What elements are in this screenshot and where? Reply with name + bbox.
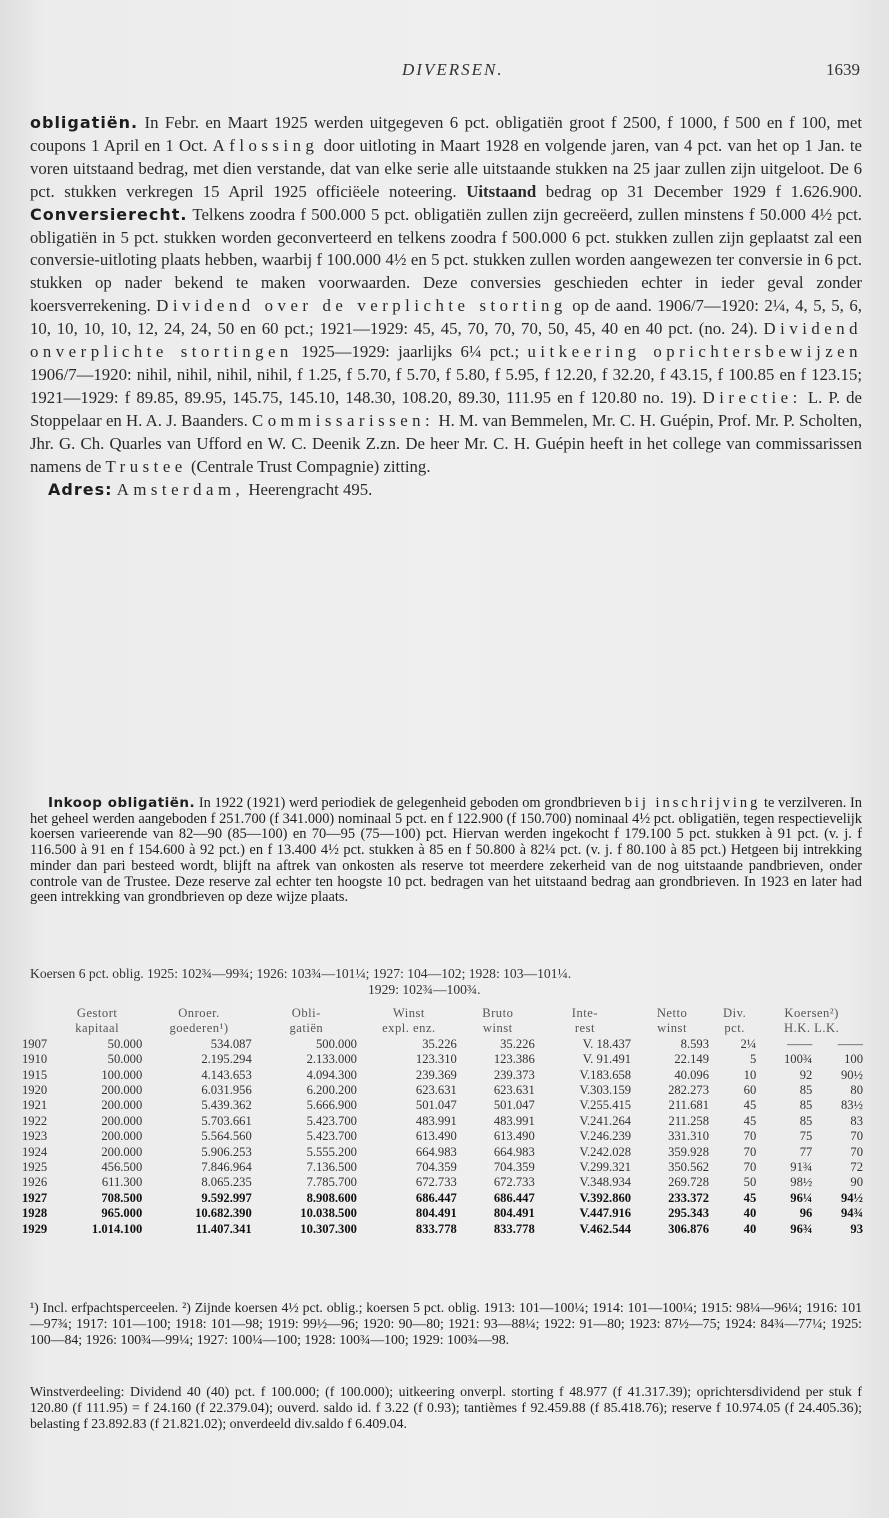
text: te verzilveren. In het geheel werden aangeboden f 251.700 (f 341.000) nominaal 5 pct. en f 122.900 (f 150.700) nominaal 4½ pct. obligatiën, tegen respectievelijk koersen varieerende van 82—90 (85—100) en 70—95 (75—100) pct. Hiervan werden ingekocht f 179.100 5 pct. stukken à 91 pct. (v. j. f 116.500 à 91 en f 154.600 à 92 pct.) en f 13.400 4½ pct. stukken à 85 en f 50.800 à 82¼ pct. (v. j. f 80.100 à 85 pct.) Hetgeen bij intrekking minder dan pari besteed wordt, blijft na aftrek van onkosten als reserve tot meerdere zekerheid van de nog uitstaande pandbrieven, onder controle van de Trustee. Deze reserve zal echter ten hoogste 10 pct. bedragen van het uitstaand bedrag aan grondbrieven. In 1923 en later had geen intrekking van grondbrieven op deze wijze plaats. (30, 795, 862, 906)
column-header (20, 1006, 50, 1021)
table-cell: 708.500 (101, 1190, 143, 1205)
text: Telkens zoodra f 500.000 5 pct. obligatiën zullen zijn gecreëerd, zullen minstens f 50.000 4½ pct. obligatiën in 5 pct. stukken worden geconverteerd en telkens zoodra f 500.000 6 pct. stukken zullen zijn geplaatst zal een conversie-uitloting plaats hebben, waarbij f 100.000 4½ en 5 pct. stukken zullen worden aangewezen ter conversie in 6 pct. stukken op nader bekend te maken voorwaarden. Deze conversies geschieden echter in ieder geval zonder koersverrekening. (30, 204, 862, 316)
table-cell: 40 (743, 1206, 757, 1221)
table-cell: V.392.860 (579, 1190, 632, 1205)
table-cell: 664.983 (415, 1144, 457, 1159)
table-cell: 83½ (840, 1098, 863, 1113)
table-cell: 1.014.100 (91, 1221, 143, 1236)
table-row (20, 1083, 865, 1098)
table-row (20, 1037, 865, 1052)
spaced-term-commissarissen: Commissarissen: (252, 410, 435, 430)
table-cell: V.348.934 (579, 1175, 632, 1190)
table-cell: 70 (850, 1129, 863, 1144)
koersen-block (30, 966, 862, 998)
table-cell: 704.359 (415, 1160, 457, 1175)
table-cell: 5 (749, 1052, 757, 1067)
table-cell: 483.991 (415, 1113, 457, 1128)
text: op de aand. 1906/7—1920: 2¼, 4, 5, 5, 6, 10, 10, 10, 10, 12, 24, 24, 50 en 60 pct.; 1921—1929: 45, 45, 70, 70, 70, 50, 45, 40 en 40 pct. (no. 24). (30, 296, 862, 339)
table-cell: 239.369 (415, 1067, 457, 1082)
spaced-term-directie: Directie: (702, 387, 802, 407)
table-cell: 77 (799, 1144, 813, 1159)
table-cell: 4.143.653 (201, 1067, 252, 1082)
table-cell: 100¾ (783, 1052, 813, 1067)
table-cell: 45 (743, 1098, 757, 1113)
obligaties-paragraph (30, 112, 862, 501)
table-cell: 613.490 (415, 1129, 457, 1144)
table-cell: 8.593 (680, 1036, 710, 1051)
table-cell: 5.423.700 (306, 1113, 357, 1128)
column-header: expl. enz. (382, 1021, 436, 1036)
table-cell: 5.555.200 (306, 1144, 357, 1159)
table-cell: 10 (743, 1067, 757, 1082)
table-cell: 94¾ (840, 1206, 863, 1221)
table-cell: V. 18.437 (582, 1036, 632, 1051)
table-cell: V.447.916 (579, 1206, 632, 1221)
table-cell: 211.258 (668, 1113, 710, 1128)
inkoop-paragraph (30, 796, 862, 906)
table-cell: 269.728 (668, 1175, 710, 1190)
table-cell: 10.682.390 (195, 1206, 252, 1221)
table-cell-year: 1921 (22, 1098, 48, 1113)
table-cell: 456.500 (101, 1160, 143, 1175)
table-cell: 91¾ (790, 1160, 813, 1175)
table-cell: 686.447 (493, 1190, 535, 1205)
table-cell-year: 1915 (22, 1067, 48, 1082)
column-header: Netto (656, 1006, 688, 1020)
text: H. M. van Bemmelen, Mr. C. H. Guépin, Prof. Mr. P. Scholten, Jhr. G. Ch. Quarles van Ufford en W. C. Deenik Z.zn. De heer Mr. C. H. Guépin heeft in het college van commissarissen namens de (30, 410, 863, 476)
column-header: Koersen²) (784, 1006, 839, 1020)
table-cell: 70 (743, 1144, 757, 1159)
column-header: winst (482, 1021, 513, 1036)
column-header: Inte- (571, 1006, 599, 1020)
table-cell: V.183.658 (579, 1067, 632, 1082)
table-cell-year: 1926 (22, 1175, 48, 1190)
table-cell: —— (837, 1036, 863, 1051)
table-cell: 5.423.700 (306, 1129, 357, 1144)
table-row (20, 1114, 865, 1129)
table-cell: 804.491 (415, 1206, 457, 1221)
table-cell: 70 (743, 1129, 757, 1144)
table-row (20, 1206, 865, 1221)
table-cell: 833.778 (415, 1221, 457, 1236)
table-cell: 2.195.294 (201, 1052, 252, 1067)
table-cell: 93 (850, 1221, 863, 1236)
table-cell: 6.031.956 (201, 1083, 252, 1098)
table-cell: 83 (850, 1113, 863, 1128)
table-cell: 90½ (840, 1067, 863, 1082)
column-header: Div. (723, 1006, 747, 1020)
table-cell: 7.136.500 (306, 1160, 357, 1175)
table-cell: 306.876 (668, 1221, 710, 1236)
table-row (20, 1160, 865, 1175)
table-cell: 72 (850, 1160, 863, 1175)
adres-street: Heerengracht 495. (248, 479, 373, 499)
table-cell: V. 91.491 (582, 1052, 632, 1067)
table-cell: 2¼ (740, 1036, 757, 1051)
text: In Febr. en Maart 1925 werden uitgegeven 6 pct. obligatiën groot f 2500, f 1000, f 500 en f 100, met coupons 1 April en 1 Oct. (30, 113, 862, 155)
table-cell: 35.226 (500, 1036, 535, 1051)
column-header: Obli- (291, 1006, 321, 1020)
winstverdeeling-paragraph (30, 1384, 862, 1431)
text: (Centrale Trust Compagnie) zitting. (190, 456, 431, 476)
table-cell: 501.047 (493, 1098, 535, 1113)
term-uitstaand: Uitstaand (466, 181, 537, 201)
table-row (20, 1129, 865, 1144)
table-cell: 22.149 (674, 1052, 710, 1067)
column-header: Onroer. (178, 1006, 220, 1020)
table-cell: 350.562 (668, 1160, 710, 1175)
spaced-term-dividend: Dividend over de verplichte storting (156, 296, 567, 316)
table-cell: 965.000 (101, 1206, 143, 1221)
winstverdeeling-text: Winstverdeeling: Dividend 40 (40) pct. f 100.000; (f 100.000); uitkeering onverpl. storting f 48.977 (f 41.317.39); oprichtersdividend per stuk f 120.80 (f 111.95) = f 24.160 (f 22.379.04); ouverd. saldo id. f 3.22 (f 0.93); tantièmes f 92.459.88 (f 85.418.76); reserve f 10.974.05 (f 24.405.36); belasting f 23.892.83 (f 21.821.02); onverdeeld div.saldo f 6.409.04. (30, 1384, 862, 1431)
table-cell: 100.000 (101, 1067, 143, 1082)
table-cell: 45 (743, 1190, 757, 1205)
table-row (20, 1191, 865, 1206)
table-cell: 200.000 (101, 1144, 143, 1159)
column-header: Bruto (482, 1006, 514, 1020)
column-header: rest (574, 1021, 596, 1036)
table-cell: 200.000 (101, 1098, 143, 1113)
table-cell: 9.592.997 (201, 1190, 252, 1205)
text: In 1922 (1921) werd periodiek de gelegenheid geboden om grondbrieven (198, 795, 622, 811)
table-cell-year: 1920 (22, 1083, 48, 1098)
table-cell: 40.096 (674, 1067, 710, 1082)
table-cell: 8.908.600 (306, 1190, 357, 1205)
table-cell: 7.846.964 (201, 1160, 252, 1175)
table-cell: 85 (799, 1083, 813, 1098)
table-cell: 704.359 (493, 1160, 535, 1175)
table-cell: 5.666.900 (306, 1098, 357, 1113)
table-cell-year: 1907 (22, 1036, 48, 1051)
table-cell: 96 (799, 1206, 813, 1221)
spaced-term-trustee: Trustee (105, 456, 187, 476)
table-cell: 60 (743, 1083, 757, 1098)
section-heading-obligaties: obligatiën. (30, 113, 139, 132)
table-cell-year: 1927 (22, 1190, 48, 1205)
text: door uitloting in Maart 1928 en volgende jaren, van 4 pct. van het op 1 Jan. te voren uitstaand bedrag, met dien verstande, dat van elke serie alle uitstaande stukken na 25 jaar zullen zijn uitgeloot. De 6 pct. stukken verkregen 15 April 1925 officiëele noteering. (30, 135, 862, 201)
column-header: Gestort (76, 1006, 118, 1020)
spaced-term-uitkeering: uitkeering oprichtersbewijzen (527, 342, 863, 362)
table-body (20, 1037, 865, 1237)
table-cell: 200.000 (101, 1129, 143, 1144)
table-cell: 50 (743, 1175, 757, 1190)
table-cell: 92 (799, 1067, 813, 1082)
table-cell: 5.906.253 (201, 1144, 252, 1159)
table-cell: 686.447 (415, 1190, 457, 1205)
koersen-line: Koersen 6 pct. oblig. 1925: 102¾—99¾; 1926: 103¾—101¼; 1927: 104—102; 1928: 103—101¼. (30, 966, 572, 981)
table-cell: 50.000 (107, 1036, 143, 1051)
column-header: kapitaal (75, 1021, 120, 1036)
table-cell: 282.273 (668, 1083, 710, 1098)
column-header: gatiën (289, 1021, 324, 1036)
table-cell: 200.000 (101, 1113, 143, 1128)
table-cell: 123.386 (493, 1052, 535, 1067)
table-cell: 239.373 (493, 1067, 535, 1082)
table-cell: V.242.028 (579, 1144, 632, 1159)
table-cell: V.462.544 (579, 1221, 632, 1236)
table-cell: 295.343 (668, 1206, 710, 1221)
text: L. P. de Stoppelaar en H. A. J. Baanders. (30, 387, 862, 430)
page-number: 1639 (826, 60, 860, 79)
footnote-text: ¹) Incl. erfpachtsperceelen. ²) Zijnde koersen 4½ pct. oblig.; koersen 5 pct. oblig. 1913: 101—100¼; 1914: 101—100¼; 1915: 98¼—96¼; 1916: 101—97¾; 1917: 101—100; 1918: 101—98; 1919: 99½—96; 1920: 90—80; 1921: 93—88¼; 1922: 91—80; 1923: 87½—75; 1924: 84¾—77¼; 1925: 100—84; 1926: 100¾—99¼; 1927: 100¼—100; 1928: 100¾—100; 1929: 100¾—98. (30, 1300, 862, 1347)
table-header-row-1 (20, 1006, 865, 1021)
table-cell: 4.094.300 (306, 1067, 357, 1082)
table-cell: 200.000 (101, 1083, 143, 1098)
table-cell: 85 (799, 1098, 813, 1113)
column-header: pct. (724, 1021, 745, 1036)
table-cell: V.303.159 (579, 1083, 632, 1098)
running-title: DIVERSEN. (402, 60, 504, 79)
table-cell: 613.490 (493, 1129, 535, 1144)
table-cell: 8.065.235 (201, 1175, 252, 1190)
text: bedrag op 31 December 1929 f 1.626.900. (545, 181, 863, 201)
table-cell: 623.631 (415, 1083, 457, 1098)
table-header-row-2 (20, 1021, 865, 1036)
table-cell: 331.310 (668, 1129, 710, 1144)
table-cell: 45 (743, 1113, 757, 1128)
section-heading-inkoop: Inkoop obligatiën. (48, 795, 196, 811)
table-cell: 672.733 (493, 1175, 535, 1190)
table-cell: 40 (743, 1221, 757, 1236)
table-row (20, 1222, 865, 1237)
adres-label: Adres: (48, 479, 113, 499)
table-cell-year: 1928 (22, 1206, 48, 1221)
table-row (20, 1175, 865, 1190)
table-cell: 11.407.341 (195, 1221, 252, 1236)
page-header (30, 60, 860, 90)
table-row (20, 1068, 865, 1083)
table-cell: V.246.239 (579, 1129, 632, 1144)
table-cell-year: 1929 (22, 1221, 48, 1236)
table-cell: 6.200.200 (306, 1083, 357, 1098)
table-cell: 623.631 (493, 1083, 535, 1098)
table-row (20, 1145, 865, 1160)
table-cell: 85 (799, 1113, 813, 1128)
table-cell: 611.300 (101, 1175, 143, 1190)
table-cell: 211.681 (668, 1098, 710, 1113)
table-cell: 833.778 (493, 1221, 535, 1236)
table-cell: 359.928 (668, 1144, 710, 1159)
table-cell: 94½ (840, 1190, 863, 1205)
table-row (20, 1098, 865, 1113)
spaced-term-aflossing: Aflossing (212, 135, 319, 155)
table-cell: 483.991 (493, 1113, 535, 1128)
table-cell: 5.564.560 (201, 1129, 252, 1144)
financial-table (20, 1006, 865, 1237)
table-cell: 5.439.362 (201, 1098, 252, 1113)
table-cell: V.299.321 (579, 1160, 632, 1175)
table-cell: 664.983 (493, 1144, 535, 1159)
table-cell-year: 1910 (22, 1052, 48, 1067)
table-cell-year: 1923 (22, 1129, 48, 1144)
text: 1906/7—1920: nihil, nihil, nihil, nihil, f 1.25, f 5.70, f 5.70, f 5.80, f 5.95, f 12.20, f 32.20, f 43.15, f 100.85 en f 123.15; 1921—1929: f 89.85, 89.95, 145.75, 145.10, 148.30, 108.20, 89.30, 111.95 en f 120.80 no. 19). (30, 364, 862, 407)
table-cell: 96¼ (790, 1190, 813, 1205)
table-cell: 10.038.500 (300, 1206, 357, 1221)
table-cell: V.241.264 (579, 1113, 632, 1128)
table-cell: 35.226 (422, 1036, 457, 1051)
table-cell: 10.307.300 (300, 1221, 357, 1236)
table-cell: 672.733 (415, 1175, 457, 1190)
table-cell: 2.133.000 (306, 1052, 357, 1067)
table-cell: 100 (844, 1052, 863, 1067)
column-header: Winst (392, 1006, 425, 1020)
column-header: H.K. L.K. (784, 1021, 840, 1036)
table-cell: 5.703.661 (201, 1113, 252, 1128)
table-cell: 501.047 (415, 1098, 457, 1113)
column-header: winst (657, 1021, 687, 1036)
table-cell: 90 (850, 1175, 863, 1190)
table-cell: 7.785.700 (306, 1175, 357, 1190)
section-heading-conversierecht: Conversierecht. (30, 204, 188, 224)
table-cell: 123.310 (415, 1052, 457, 1067)
spaced-term-dividend-onverplicht: Dividend onverplichte stortingen (30, 319, 862, 362)
table-cell: 70 (850, 1144, 863, 1159)
table-cell: 98½ (790, 1175, 813, 1190)
table-cell-year: 1925 (22, 1160, 48, 1175)
koersen-line: 1929: 102¾—100¾. (368, 982, 481, 997)
spaced-term-inschrijving: bij inschrijving (624, 795, 761, 811)
table-cell: 804.491 (493, 1206, 535, 1221)
table-cell-year: 1922 (22, 1113, 48, 1128)
text: 1925—1929: jaarlijks 6¼ pct.; (301, 342, 520, 362)
column-header: goederen¹) (169, 1021, 229, 1036)
table-cell-year: 1924 (22, 1144, 48, 1159)
table-row (20, 1052, 865, 1067)
table-cell: 96¾ (790, 1221, 813, 1236)
table-cell: 233.372 (668, 1190, 710, 1205)
table-cell: V.255.415 (579, 1098, 632, 1113)
table-cell: 70 (743, 1160, 757, 1175)
footnotes (30, 1300, 862, 1347)
table-cell: 80 (850, 1083, 863, 1098)
table-cell: 534.087 (210, 1036, 252, 1051)
adres-city: Amsterdam, (116, 479, 245, 499)
table-cell: 50.000 (107, 1052, 143, 1067)
table-cell: 500.000 (316, 1036, 357, 1051)
table-cell: —— (787, 1036, 813, 1051)
column-header (20, 1021, 50, 1036)
table-cell: 75 (799, 1129, 813, 1144)
